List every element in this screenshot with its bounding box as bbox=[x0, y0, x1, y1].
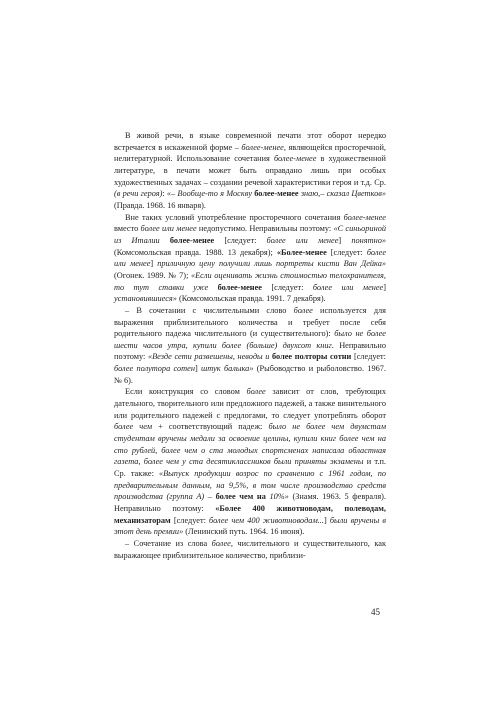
italic-text: более-менее bbox=[343, 212, 386, 222]
text-run: вместо bbox=[114, 224, 141, 234]
italic-text: более или менее bbox=[114, 247, 387, 269]
text-run: – В сочетании с числительными слово bbox=[125, 305, 294, 315]
italic-text: было не более шести часов утра, купили более (больше) двухсот книг bbox=[114, 329, 386, 350]
bold-text: более-менее bbox=[254, 189, 299, 199]
text-run: (Знамя. 1963. 5 февраля). Неправильно поэтому: bbox=[114, 492, 386, 513]
text-run: + соответствующий падеж: bbox=[152, 422, 269, 432]
italic-text: «– Вообще-то я Москву bbox=[166, 189, 255, 199]
italic-text: (в речи героя) bbox=[114, 189, 163, 199]
italic-text: приличную цену получили лишь портреты кисти Ван Дейка» bbox=[157, 259, 387, 269]
text-run: ] bbox=[383, 282, 387, 292]
italic-text: более или менее bbox=[312, 282, 384, 292]
bold-text: более чем на bbox=[215, 492, 266, 502]
text-run: (Рыбоводство и рыболовство. 1967. № 6). bbox=[114, 364, 386, 385]
text-run: В живой речи, в языке современной печати этот оборот нередко встречается в искаженной форме – bbox=[114, 131, 386, 152]
text-run: , числительного и существительного, как выражающее приблизительное количество, приблизи- bbox=[114, 538, 386, 560]
italic-text: знаю,– сказал Цветков» bbox=[298, 189, 386, 199]
italic-text: более чем bbox=[114, 422, 153, 432]
text-run: . Неправильно поэтому: bbox=[114, 340, 387, 362]
paragraph bbox=[114, 305, 386, 387]
text-run: ] bbox=[150, 259, 158, 269]
italic-text: «С синьориной из Италии bbox=[114, 224, 386, 245]
bold-text: более-менее bbox=[169, 235, 215, 245]
text-run: зависит от слов, требующих дательного, творительного или предложного падежей, а также винительного или родительного падежей с предлогами, то следует употреблять оборот bbox=[114, 387, 386, 420]
paragraph bbox=[114, 212, 386, 305]
text-run: (Правда. 1968. 16 января). bbox=[114, 200, 207, 210]
italic-text: «Везде сети развешены, неводы и bbox=[147, 352, 272, 362]
italic-text: понятно» bbox=[351, 235, 387, 245]
text-run: [следует: bbox=[261, 282, 313, 292]
italic-text: были вручены в этот день премии» bbox=[114, 515, 387, 537]
paragraph bbox=[114, 386, 386, 538]
text-run: и т.п. Ср. также: bbox=[114, 457, 386, 479]
italic-text: более-менее bbox=[241, 142, 284, 152]
text-run: [следует: bbox=[326, 247, 367, 257]
body-text bbox=[114, 130, 386, 561]
italic-text: более чем 400 животноводам... bbox=[209, 515, 324, 525]
text-run: Вне таких условий употребление просторечного сочетания bbox=[125, 212, 344, 222]
text-run: [следует: bbox=[351, 352, 386, 362]
text-run: – Сочетание из слова bbox=[125, 538, 212, 548]
text-run: используется для выражения приблизительного количества и требует после себя родительного падежа числительного (и существительного): bbox=[114, 305, 387, 339]
bold-text: «Более-менее bbox=[276, 247, 327, 257]
page-number: 45 bbox=[371, 607, 380, 617]
paragraph bbox=[114, 538, 386, 561]
italic-text: более-менее bbox=[273, 154, 317, 164]
text-run: (Огонек. 1989. № 7); bbox=[114, 270, 191, 280]
italic-text: было не более чем двумстам студентам вручены медали за освоение целины, купили книг более чем на сто рублей, более чем о ста молодых спортсменах написала областная газета, более чем у ста десятиклассников были приняты экзамены bbox=[114, 422, 387, 467]
text-run: в художественной литературе, в печати может быть оправдано лишь при особых художественных задачах – создании речевой характеристики героя и т.д. Ср. bbox=[114, 154, 386, 187]
italic-text: 10%» bbox=[265, 492, 289, 502]
italic-text: установившиеся» bbox=[114, 294, 177, 304]
italic-text: более bbox=[211, 538, 231, 548]
text-run: Если конструкция со словом bbox=[125, 387, 247, 397]
text-run: [следует: bbox=[214, 235, 267, 245]
text-run: ] bbox=[338, 235, 352, 245]
italic-text: более или менее bbox=[140, 224, 197, 234]
text-run: ] bbox=[323, 515, 330, 525]
bold-text: более полторы сотни bbox=[272, 352, 352, 362]
text-run: (Комсомольская правда. 1991. 7 декабря). bbox=[176, 294, 326, 304]
text-run: недопустимо. Неправильны поэтому: bbox=[196, 224, 334, 234]
text-run: (Комсомольская правда. 1988. 13 декабря); bbox=[114, 247, 277, 257]
text-run: (Ленинский путь. 1964. 16 июня). bbox=[183, 527, 305, 537]
italic-text: «Если оценивать жизнь стоимостью телохранителя, то тут ставки уже bbox=[114, 270, 386, 292]
italic-text: более или менее bbox=[266, 235, 339, 245]
italic-text: более bbox=[293, 305, 313, 315]
bold-text: более-менее bbox=[217, 282, 262, 292]
text-run: [следует: bbox=[170, 515, 210, 525]
paragraph bbox=[114, 130, 386, 212]
italic-text: более bbox=[246, 387, 266, 397]
italic-text: штук балыка» bbox=[201, 364, 254, 374]
text-run: ] bbox=[194, 364, 202, 374]
text-run: , являющейся просторечной, нелитературной. Использование сочетания bbox=[114, 142, 386, 164]
text-run: : bbox=[162, 189, 167, 199]
italic-text: «Выпуск продукции возрос по сравнению с 1961 годом, по предварительным данным, на 9,5%, в том числе производство средств производства (группа А) – bbox=[114, 469, 386, 502]
bold-text: «Более 400 животноводам, полеводам, механизаторам bbox=[114, 504, 386, 525]
italic-text: более полутора сотен bbox=[114, 364, 195, 374]
